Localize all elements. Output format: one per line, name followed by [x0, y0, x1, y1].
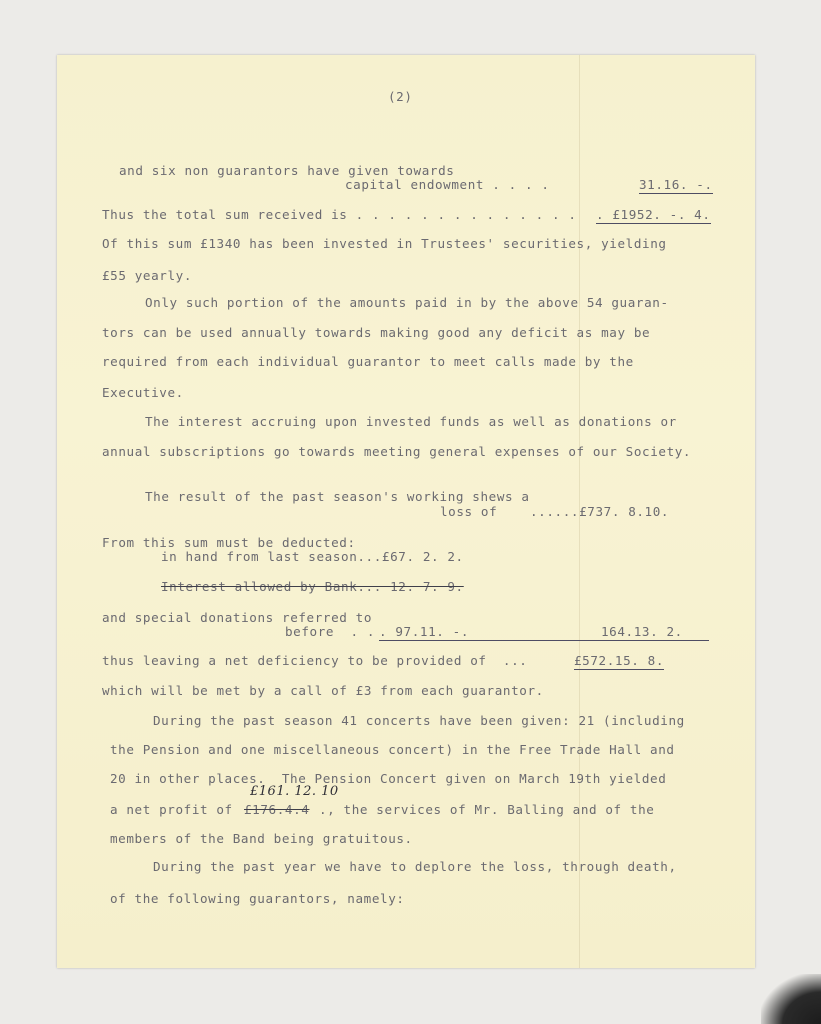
text-line: £55 yearly.	[102, 268, 193, 283]
struck-line: Interest allowed by Bank... 12. 7. 9.	[161, 579, 464, 594]
handwritten-correction: £161. 12. 10	[250, 784, 339, 799]
text-line: loss of ......£737. 8.10.	[440, 504, 670, 519]
amount: £572.15. 8.	[574, 653, 665, 668]
text-line: members of the Band being gratuitous.	[110, 831, 413, 846]
amount: 31.16. -.	[639, 177, 713, 192]
text-line: Only such portion of the amounts paid in by the above 54 guaran-	[145, 295, 669, 310]
amount: . 97.11. -.	[379, 624, 709, 641]
text-line: The result of the past season's working shews a	[145, 489, 530, 504]
corner-shadow	[761, 974, 821, 1024]
text-line: and six non guarantors have given towards	[119, 163, 455, 178]
text-line: before . .	[285, 624, 376, 639]
text-line: The interest accruing upon invested funds as well as donations or	[145, 414, 677, 429]
page-number: (2)	[388, 89, 413, 104]
text-line: thus leaving a net deficiency to be provided of ...	[102, 653, 528, 668]
text-line: and special donations referred to	[102, 610, 373, 625]
text-line: From this sum must be deducted:	[102, 535, 356, 550]
text-line: the Pension and one miscellaneous concert) in the Free Trade Hall and	[110, 742, 675, 757]
text-line: ., the services of Mr. Balling and of the	[319, 802, 655, 817]
text-line: Executive.	[102, 385, 184, 400]
text-line: annual subscriptions go towards meeting general expenses of our Society.	[102, 444, 692, 459]
text-line: required from each individual guarantor to meet calls made by the	[102, 354, 634, 369]
text-line: of the following guarantors, namely:	[110, 891, 405, 906]
document-page	[57, 55, 755, 968]
text-line: Of this sum £1340 has been invested in Trustees' securities, yielding	[102, 236, 667, 251]
text-line: in hand from last season...£67. 2. 2.	[161, 549, 464, 564]
text-line: tors can be used annually towards making good any deficit as may be	[102, 325, 651, 340]
text-line: Thus the total sum received is . . . . . . . . . . . . . .	[102, 207, 577, 222]
amount: . £1952. -. 4.	[596, 207, 711, 222]
text-line: a net profit of	[110, 802, 233, 817]
text-line: which will be met by a call of £3 from each guarantor.	[102, 683, 544, 698]
text-line: 20 in other places. The Pension Concert given on March 19th yielded	[110, 771, 667, 786]
text-line: During the past season 41 concerts have been given: 21 (including	[153, 713, 685, 728]
amount: 164.13. 2.	[601, 624, 683, 639]
text-line: During the past year we have to deplore the loss, through death,	[153, 859, 677, 874]
text-line: capital endowment . . . .	[345, 177, 550, 192]
struck-amount: £176.4.4	[244, 802, 310, 817]
